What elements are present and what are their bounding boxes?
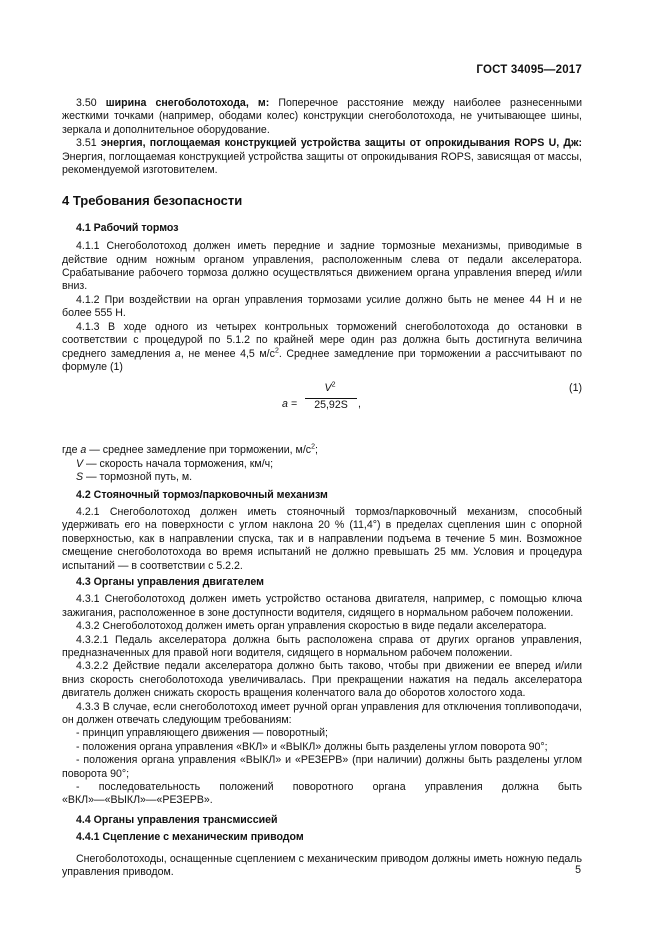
definition-3-50: 3.50 ширина снегоболотохода, м: Поперечное расстояние между наиболее разнесенными жесткими точками (например, ободами колес) конструкции снегоболотохода, не учитывающее шины, зеркала и дополнительное оборудование. <box>62 97 582 136</box>
formula-denominator: 25,92S <box>314 399 348 412</box>
subsection-heading: 4.2 Стояночный тормоз/парковочный механизм <box>76 488 328 501</box>
list-item: - принцип управляющего движения — поворотный; <box>76 727 328 740</box>
formula-1 <box>62 380 582 438</box>
subsection-heading: 4.4 Органы управления трансмиссией <box>76 813 278 826</box>
paragraph: 4.3.1 Снегоболотоход должен иметь устройство останова двигателя, например, с помощью ключа зажигания, расположенное в зоне доступности водителя, сидящего в нормальном рабочем положении. <box>62 593 582 619</box>
list-item: - последовательность положений поворотного органа управления должна быть <box>76 781 582 794</box>
term: энергия, поглощаемая конструкцией устройства защиты от опрокидывания ROPS U, Дж: <box>100 137 583 150</box>
definition-3-51: 3.51 энергия, поглощаемая конструкцией устройства защиты от опрокидывания ROPS U, Дж: Энергия, поглощаемая конструкцией устройства защиты от опрокидывания ROPS, зависящая от массы, рекомендуемой изготовителем. <box>62 137 583 177</box>
formula-numerator: $V^2$ <box>324 381 336 395</box>
subsection-heading: 4.1 Рабочий тормоз <box>76 221 179 234</box>
subsection-heading: 4.3 Органы управления двигателем <box>76 575 264 588</box>
paragraph: 4.3.2.1 Педаль акселератора должна быть расположена справа от других органов управления, предназначенных для правой ноги водителя, сидящего в нормальном рабочем положении. <box>62 633 582 659</box>
formula-comma: , <box>358 398 361 411</box>
running-header: ГОСТ 34095—2017 <box>476 64 582 76</box>
paragraph: 4.3.3 В случае, если снегоболотоход имеет ручной орган управления для отключения топливоподачи, он должен отвечать следующим требованиям: <box>62 700 582 727</box>
list-item: - положения органа управления «ВКЛ» и «ВЫКЛ» должны быть разделены углом поворота 90°; <box>76 740 548 753</box>
subsection-heading: 4.4.1 Сцепление с механическим приводом <box>76 831 304 844</box>
formula-number: (1) <box>569 382 582 395</box>
term: ширина снегоболотохода, м: <box>105 97 270 109</box>
section-heading: 4 Требования безопасности <box>62 193 243 209</box>
paragraph: 4.3.2 Снегоболотоход должен иметь орган управления скоростью в виде педали акселератора. <box>76 620 547 633</box>
paragraph: 4.3.2.2 Действие педали акселератора должно быть таково, чтобы при движении ее вперед и/или вниз скорость снегоболотохода увеличивалась. При прекращении нажатия на педаль акселератора двигатель должен снижать скорость вращения коленчатого вала до оборотов холостого хода. <box>62 660 582 700</box>
list-item: - положения органа управления «ВЫКЛ» и «РЕЗЕРВ» (при наличии) должны быть разделены углом поворота 90°; <box>62 754 582 780</box>
page-number: 5 <box>575 864 581 876</box>
formula-lhs: a = <box>282 398 298 411</box>
paragraph: 4.1.2 При воздействии на орган управления тормозами усилие должно быть не менее 44 Н и не более 555 Н. <box>62 293 582 320</box>
page-body <box>62 97 582 880</box>
paragraph: Снегоболотоходы, оснащенные сцеплением с механическим приводом должны иметь ножную педаль управления приводом. <box>62 852 582 879</box>
paragraph: 4.2.1 Снегоболотоход должен иметь стояночный тормоз/парковочный механизм, способный удерживать его на поверхности с углом наклона 20 % (11,4°) в пределах сцепления шин с опорной поверхностью, как в направлении спуска, так и в направлении подъема в течение 5 мин. Возможное смещение снегоболотохода во время испытаний не должно превышать 25 мм. Условия и процедура испытаний — в соответствии с 5.2.2. <box>62 505 582 572</box>
list-item-continuation: «ВКЛ»—«ВЫКЛ»—«РЕЗЕРВ». <box>62 794 213 807</box>
variable-legend: где a — среднее замедление при торможении, $м/с^2$; V — скорость начала торможения, км/ч; S — тормозной путь, м. <box>62 443 318 484</box>
paragraph: 4.1.1 Снегоболотоход должен иметь передние и задние тормозные механизмы, приводимые в действие одним ножным органом управления, расположенным слева от педали акселератора. Срабатывание рабочего тормоза должно осуществляться движением органа управления вперед и/или вниз. <box>62 240 582 293</box>
paragraph: 4.1.3 В ходе одного из четырех контрольных торможений снегоболотохода до остановки в соответствии с процедурой по 5.1.2 по крайней мере один раз должна быть достигнута величина среднего замедления a, не менее 4,5 $м/с^2$. Среднее замедление при торможении a рассчитывают по формуле (1) <box>62 320 582 373</box>
